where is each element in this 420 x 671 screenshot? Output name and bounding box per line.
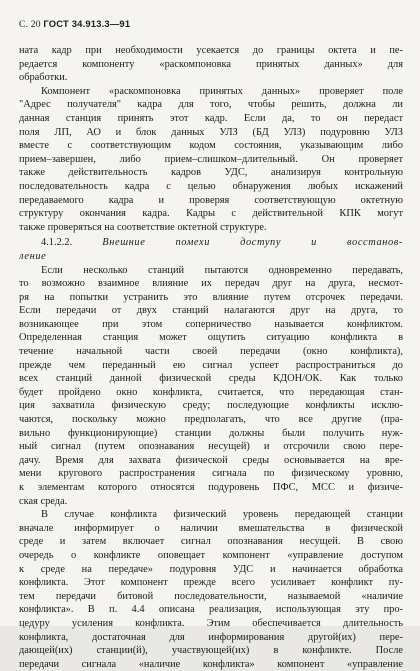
text-line	[19, 440, 403, 454]
text-line	[19, 495, 403, 509]
line-text: дающей(их) станции(й), участвующей(их) в конфликте. После	[19, 645, 403, 657]
line-text: дачу. Время для захвата физической среды основывается на вре-	[19, 454, 403, 466]
standard-designation: ГОСТ 34.913.3—91	[43, 18, 131, 29]
line-text: ция захватила физическую среду; последующие конфликты исклю-	[19, 400, 403, 412]
text-line	[19, 508, 403, 522]
text-line	[19, 304, 403, 318]
line-text: также проверяться на соответствие октетной структуре.	[19, 221, 267, 233]
line-text: поля ЛП, АО и блок данных УЛЗ (БД УЛЗ) подуровню УЛЗ	[19, 126, 403, 138]
line-text: всех станций данной физической среды КДОН/ОК. Как только	[19, 373, 403, 385]
text-line	[19, 126, 403, 140]
line-text: чаются, поскольку можно предполагать, что все другие (пра-	[19, 414, 403, 426]
text-line	[19, 467, 403, 481]
line-text: то возможно взаимное влияние их передач друг на друга, несмот-	[19, 278, 403, 290]
text-line	[19, 318, 403, 332]
text-line	[19, 359, 403, 373]
line-text: конфликта». В п. 4.4 описана реализация, использующая эту про-	[19, 604, 403, 616]
line-text: передачи сигнала «наличие конфликта» компонент «управление	[19, 658, 403, 670]
line-text: прежде чем переданный ею сигнал успеет распространиться до	[19, 359, 403, 371]
line-text: данная станция принять этот кадр. Если да, то он передаст	[19, 112, 403, 124]
line-text: к элементам которого относятся подуровень ПФС, МСС и физиче-	[19, 482, 403, 493]
section-number: 4.1.2.2.	[41, 237, 73, 249]
text-line	[19, 644, 403, 658]
text-line	[19, 291, 403, 305]
line-text: вначале информирует о наличии вмешательства в физической	[19, 522, 403, 534]
line-text: цедуру усиления конфликта. Этим обеспечивается длительность	[19, 617, 403, 629]
text-line	[19, 194, 403, 208]
line-text: последовательность кадра с целью обнаружения любых искажений	[19, 180, 403, 192]
text-line	[19, 522, 403, 536]
line-text: Определенная станция может ощутить ситуацию конфликта в	[19, 332, 403, 344]
text-line	[19, 454, 403, 468]
text-line	[19, 112, 403, 126]
text-line	[19, 180, 403, 194]
line-text: Внешние помехи доступу и восстанов-	[102, 237, 403, 249]
text-line	[19, 44, 403, 58]
line-text: Если передачи от двух станций налагаются друг на друга, то	[19, 305, 403, 317]
line-text: среде и затем включает сигнал опознавания несущей. В свою	[19, 536, 403, 548]
text-line	[19, 413, 403, 427]
text-line	[19, 331, 403, 345]
line-text: передаваемого кадра и проверяя соответствующую октетную	[19, 194, 403, 206]
line-text: вильно функционирующие) станции должны были получить нуж-	[19, 427, 403, 439]
line-text: очередь о конфликте оповещает компонент «управление доступом	[19, 549, 403, 561]
line-text: мени кругового распространения сигнала по физическому уровню,	[19, 468, 403, 480]
text-line	[19, 576, 403, 590]
text-line	[19, 535, 403, 549]
line-text: конфликта. Этот компонент прежде всего усиливает конфликт пу-	[19, 577, 403, 589]
page-number: С. 20	[19, 19, 41, 30]
text-line	[19, 386, 403, 400]
text-line	[19, 563, 403, 577]
line-text: ление	[19, 250, 47, 262]
text-line	[19, 277, 403, 291]
line-text: тем передачи битовой последовательности, называемой «наличие	[19, 590, 403, 602]
line-text: Если несколько станций пытаются одновременно передавать,	[41, 264, 403, 276]
text-line	[19, 139, 403, 153]
text-line	[19, 603, 403, 617]
text-line	[19, 617, 403, 631]
text-line	[19, 85, 403, 99]
section-heading-line	[19, 236, 403, 250]
line-text: возникающее при этом соперничество называется конфликтом.	[19, 318, 403, 330]
line-text: к среде на передаче» подуровня УДС и начинается обработка	[19, 563, 403, 575]
line-text: ната кадр при необходимости усекается до границы октета и пе-	[19, 45, 403, 56]
line-text: течение начальной части своей передачи (окно конфликта),	[19, 346, 403, 358]
text-line	[19, 264, 403, 278]
text-line	[19, 631, 403, 645]
text-line	[19, 221, 403, 235]
text-line	[19, 372, 403, 386]
line-text: Компонент «раскомпоновка принятых данных» проверяет поле	[41, 85, 403, 97]
section-heading-line	[19, 250, 403, 264]
line-text: ря на попытки устранить это влияние путем отсрочек передачи.	[19, 291, 403, 303]
text-line	[19, 58, 403, 72]
page-header	[19, 18, 130, 30]
text-line	[19, 399, 403, 413]
text-line	[19, 166, 403, 180]
text-line	[19, 153, 403, 167]
line-text: также действительность кадров УДС, анализируя контрольную	[19, 167, 403, 179]
text-line	[19, 658, 403, 671]
line-text: ный сигнал (путем опознавания несущей) и отсрочили свою пере-	[19, 441, 403, 453]
line-text: В случае конфликта физический уровень передающей станции	[41, 509, 403, 521]
text-line	[19, 71, 403, 85]
line-text: прием–завершен, либо прием–слишком–длительный. Он проверяет	[19, 153, 403, 165]
text-line	[19, 427, 403, 441]
line-text: обработки.	[19, 72, 68, 84]
text-line	[19, 207, 403, 221]
line-text: конфликта, достаточная для информирования другой(их) пере-	[19, 631, 403, 643]
body-text	[19, 44, 403, 671]
text-line	[19, 481, 403, 495]
line-text: будет пройдено окно конфликта, считается, что передающая стан-	[19, 386, 403, 398]
line-text: "Адрес получателя" кадра для того, чтобы решить, должна ли	[19, 99, 403, 111]
text-line	[19, 98, 403, 112]
text-line	[19, 590, 403, 604]
line-text: вместе с соответствующим кодом состояния, указывающим либо	[19, 140, 403, 152]
line-text: ская среда.	[19, 495, 68, 507]
text-line	[19, 549, 403, 563]
line-text: структуру окончания кадра. Кадры с действительной КПК могут	[19, 208, 403, 220]
line-text: редается компоненту «раскомпоновка принятых данных» для	[19, 58, 403, 70]
text-line	[19, 345, 403, 359]
